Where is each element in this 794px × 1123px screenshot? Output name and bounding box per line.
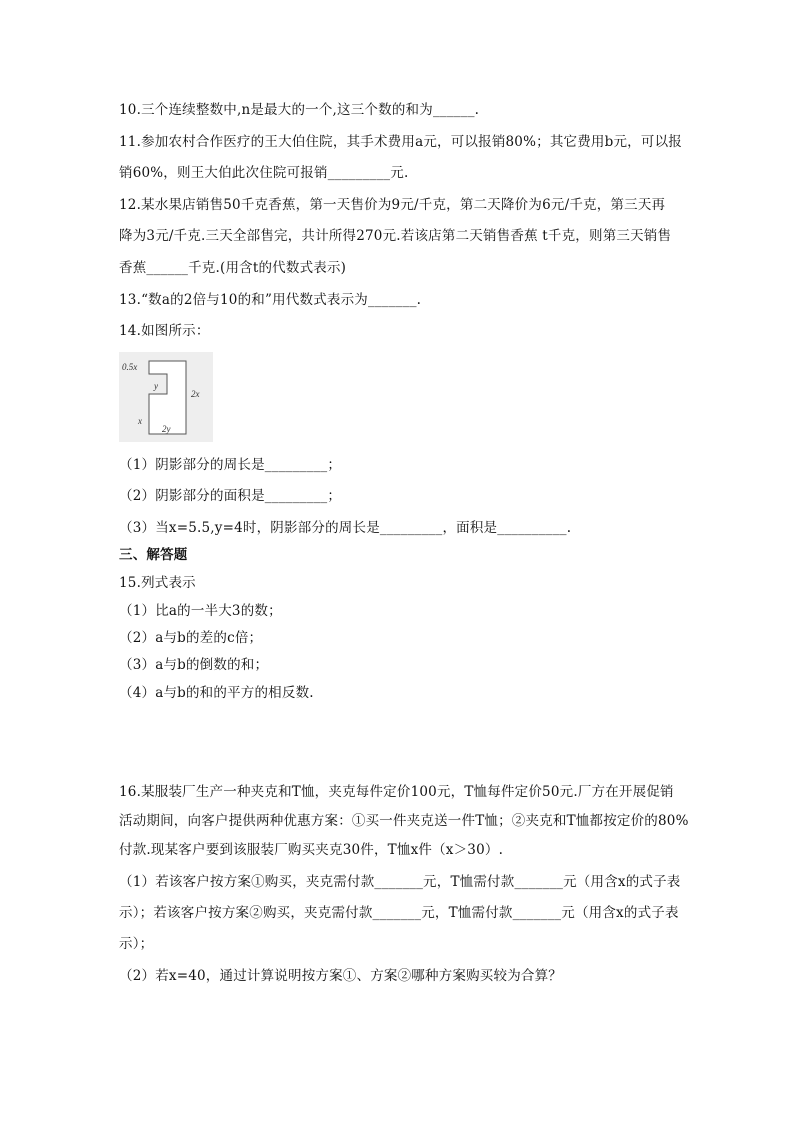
shaded-shape-figure xyxy=(119,352,213,442)
question-12-line-3: 香蕉______千克.(用含t的代数式表示) xyxy=(119,260,347,276)
question-16-line-5: 示）；若该客户按方案②购买，夹克需付款_______元，T恤需付款_______元（用含x的式子表 xyxy=(119,905,679,921)
question-12-line-2: 降为3元/千克.三天全部售完，共计所得270元.若该店第二天销售香蕉 t千克，则第三天销售 xyxy=(119,228,672,244)
question-12-line-1: 12.某水果店销售50千克香蕉，第一天售价为9元/千克，第二天降价为6元/千克，第三天再 xyxy=(119,197,666,213)
question-14-sub-1: （1）阴影部分的周长是_________； xyxy=(119,457,342,473)
question-16-line-3: 付款.现某客户要到该服装厂购买夹克30件，T恤x件（x＞30）. xyxy=(119,842,504,858)
shape-diagram xyxy=(119,352,213,442)
label-bottom: 2y xyxy=(162,424,171,434)
label-notch: y xyxy=(154,381,158,391)
question-15-item: （4）a与b的和的平方的相反数. xyxy=(119,685,314,701)
question-11-line-1: 11.参加农村合作医疗的王大伯住院，其手术费用a元，可以报销80%；其它费用b元，可以报 xyxy=(119,134,682,150)
question-16-line-6: 示）； xyxy=(119,936,154,952)
section-title: 三、解答题 xyxy=(119,547,188,563)
question-15-item: （1）比a的一半大3的数； xyxy=(119,603,282,619)
question-13: 13.“数a的2倍与10的和”用代数式表示为_______. xyxy=(119,292,422,308)
label-right: 2x xyxy=(191,389,200,399)
question-14-sub-3: （3）当x=5.5,y=4时，阴影部分的周长是_________，面积是__________. xyxy=(119,520,572,536)
question-16-line-2: 活动期间，向客户提供两种优惠方案：①买一件夹克送一件T恤；②夹克和T恤都按定价的80% xyxy=(119,813,689,829)
question-15-stem: 15.列式表示 xyxy=(119,575,196,591)
question-16-line-7: （2）若x=40，通过计算说明按方案①、方案②哪种方案购买较为合算？ xyxy=(119,968,562,984)
question-14-sub-2: （2）阴影部分的面积是_________； xyxy=(119,488,342,504)
label-top: 0.5x xyxy=(122,362,138,372)
question-16-line-4: （1）若该客户按方案①购买，夹克需付款_______元，T恤需付款_______元（用含x的式子表 xyxy=(119,874,681,890)
question-14-stem: 14.如图所示： xyxy=(119,323,210,339)
question-11-line-2: 销60%，则王大伯此次住院可报销_________元. xyxy=(119,165,409,181)
question-10: 10.三个连续整数中,n是最大的一个,这三个数的和为______. xyxy=(119,102,480,118)
question-15-item: （3）a与b的倒数的和； xyxy=(119,657,269,673)
question-16-line-1: 16.某服装厂生产一种夹克和T恤，夹克每件定价100元，T恤每件定价50元.厂方在开展促销 xyxy=(119,784,674,800)
question-15-item: （2）a与b的差的c倍； xyxy=(119,630,263,646)
label-left: x xyxy=(138,416,142,426)
